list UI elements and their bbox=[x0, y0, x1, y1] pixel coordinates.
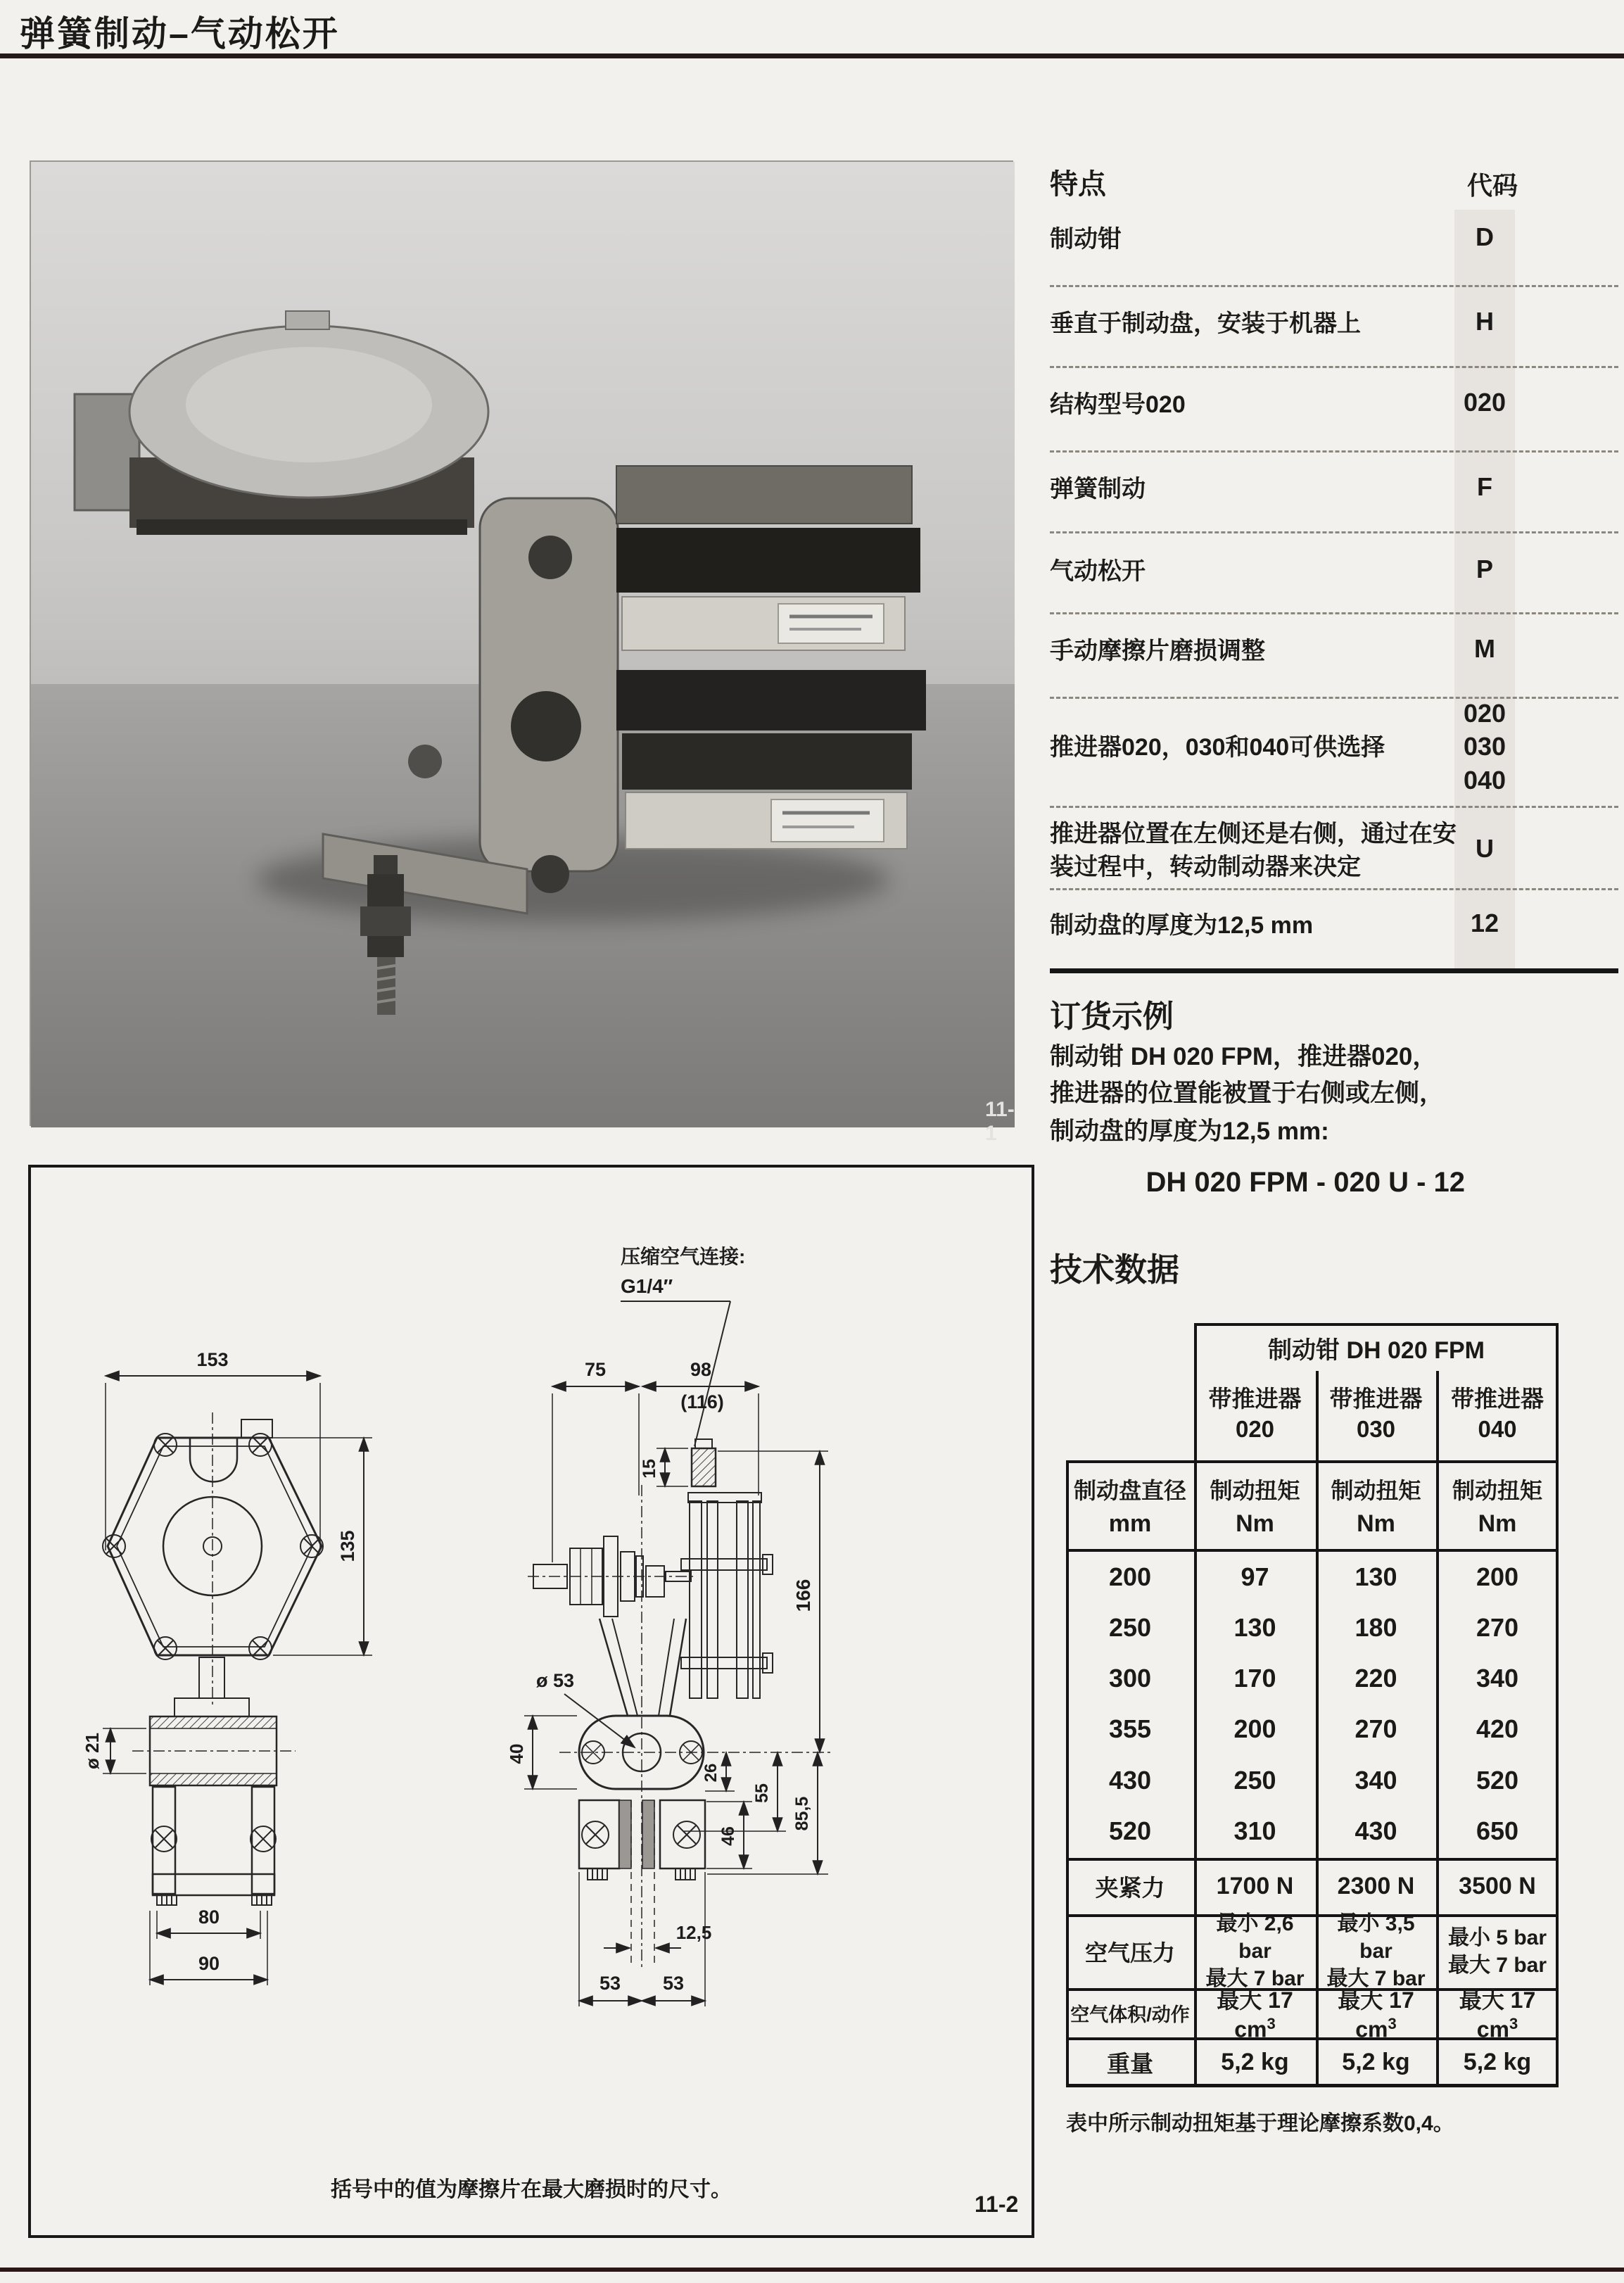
table-line bbox=[1066, 2084, 1559, 2087]
torque-unit: Nm bbox=[1357, 1510, 1395, 1537]
diameter-unit: mm bbox=[1108, 1510, 1152, 1537]
pressure-max: 最大 7 bar bbox=[1326, 1967, 1426, 1990]
photo-figure-number: 11-1 bbox=[985, 1098, 1015, 1145]
col-header-code: 030 bbox=[1356, 1416, 1396, 1442]
row-separator bbox=[1050, 366, 1618, 368]
feature-label: 制动盘的厚度为12,5 mm bbox=[1050, 912, 1314, 939]
dim-d21: ø 21 bbox=[82, 1732, 103, 1770]
feature-code: 030 bbox=[1463, 732, 1506, 761]
clamp-value: 2300 N bbox=[1337, 1872, 1415, 1899]
feature-code: 020 bbox=[1463, 699, 1506, 728]
weight-label: 重量 bbox=[1107, 2050, 1153, 2077]
ordering-line: 制动钳 DH 020 FPM，推进器020， bbox=[1050, 1043, 1438, 1070]
code-heading: 代码 bbox=[1467, 171, 1518, 200]
pressure-min: 最小 2,6 bar bbox=[1216, 1912, 1294, 1963]
row-separator bbox=[1050, 531, 1618, 533]
table-row-value: 270 bbox=[1476, 1613, 1519, 1642]
table-row-value: 355 bbox=[1108, 1714, 1152, 1743]
dim-46: 46 bbox=[718, 1826, 738, 1846]
table-row-value: 430 bbox=[1108, 1766, 1152, 1795]
feature-code: F bbox=[1477, 472, 1492, 501]
feature-code: 020 bbox=[1463, 388, 1506, 417]
col-header-code: 020 bbox=[1235, 1416, 1275, 1442]
dim-53-right: 53 bbox=[662, 1973, 685, 1994]
product-photo bbox=[30, 160, 1015, 1145]
dim-53-left: 53 bbox=[599, 1973, 621, 1994]
table-row-value: 200 bbox=[1233, 1714, 1276, 1743]
dim-75: 75 bbox=[584, 1359, 607, 1380]
clamp-value: 1700 N bbox=[1216, 1872, 1294, 1899]
feature-label: 弹簧制动 bbox=[1050, 476, 1146, 502]
dimension-drawing bbox=[28, 1165, 1034, 2238]
table-row-value: 650 bbox=[1476, 1816, 1519, 1845]
feature-label: 气动松开 bbox=[1050, 558, 1146, 585]
feature-label: 制动钳 bbox=[1050, 226, 1122, 253]
row-separator bbox=[1050, 285, 1618, 287]
col-header-code: 040 bbox=[1478, 1416, 1517, 1442]
dim-40: 40 bbox=[506, 1743, 527, 1764]
feature-code: 040 bbox=[1463, 766, 1506, 795]
table-row-value: 130 bbox=[1233, 1613, 1276, 1642]
weight-value: 5,2 kg bbox=[1221, 2048, 1289, 2075]
table-row-value: 200 bbox=[1108, 1562, 1152, 1591]
features-heading: 特点 bbox=[1050, 169, 1106, 200]
table-row-value: 300 bbox=[1108, 1664, 1152, 1693]
clamp-value: 3500 N bbox=[1459, 1872, 1536, 1899]
dim-90: 90 bbox=[198, 1953, 220, 1974]
feature-code: M bbox=[1474, 634, 1495, 663]
feature-code: H bbox=[1476, 307, 1494, 336]
table-row-value: 130 bbox=[1355, 1562, 1397, 1591]
drawing-figure-number: 11-2 bbox=[975, 2192, 1019, 2217]
volume-number: 最大 17 cm bbox=[1217, 1987, 1293, 2042]
volume-exponent: 3 bbox=[1388, 2015, 1397, 2033]
pressure-max: 最大 7 bar bbox=[1205, 1967, 1305, 1990]
row-separator bbox=[1050, 450, 1618, 453]
diameter-header bbox=[1069, 1463, 1191, 1548]
air-connection-label-line2: G1/4″ bbox=[621, 1275, 673, 1297]
row-separator bbox=[1050, 697, 1618, 699]
col-header-030 bbox=[1319, 1371, 1433, 1458]
table-row-value: 200 bbox=[1476, 1562, 1519, 1591]
torque-header bbox=[1197, 1463, 1313, 1548]
col-header-prefix: 带推进器 bbox=[1329, 1386, 1423, 1412]
ordering-heading: 订货示例 bbox=[1050, 999, 1174, 1034]
table-row-value: 180 bbox=[1355, 1613, 1397, 1642]
table-row-value: 170 bbox=[1233, 1664, 1276, 1693]
col-header-020 bbox=[1197, 1371, 1313, 1458]
pressure-value bbox=[1439, 1917, 1556, 1985]
ordering-line: 制动盘的厚度为12,5 mm: bbox=[1050, 1118, 1329, 1145]
row-separator bbox=[1050, 888, 1618, 890]
volume-value bbox=[1439, 1987, 1556, 2042]
table-row-value: 520 bbox=[1476, 1766, 1519, 1795]
pressure-max: 最大 7 bar bbox=[1447, 1953, 1547, 1977]
table-row-value: 340 bbox=[1355, 1766, 1397, 1795]
dim-15: 15 bbox=[640, 1459, 659, 1479]
table-footnote: 表中所示制动扭矩基于理论摩擦系数0,4。 bbox=[1066, 2112, 1454, 2135]
header-rule bbox=[0, 53, 1624, 58]
table-title: 制动钳 DH 020 FPM bbox=[1268, 1336, 1485, 1364]
dim-85-5: 85,5 bbox=[792, 1796, 812, 1831]
volume-exponent: 3 bbox=[1509, 2015, 1518, 2033]
table-row-value: 97 bbox=[1241, 1562, 1269, 1591]
table-row-value: 430 bbox=[1355, 1816, 1397, 1845]
feature-label: 装过程中，转动制动器来决定 bbox=[1050, 854, 1361, 880]
pressure-min: 最小 5 bar bbox=[1447, 1925, 1547, 1949]
torque-header bbox=[1439, 1463, 1556, 1548]
table-row-value: 250 bbox=[1108, 1613, 1152, 1642]
table-row-value: 340 bbox=[1476, 1664, 1519, 1693]
row-separator bbox=[1050, 612, 1618, 614]
volume-value bbox=[1319, 1987, 1433, 2042]
feature-label: 垂直于制动盘，安装于机器上 bbox=[1050, 310, 1361, 337]
features-panel bbox=[1050, 160, 1618, 977]
table-row-value: 250 bbox=[1233, 1766, 1276, 1795]
dim-153: 153 bbox=[196, 1349, 229, 1370]
table-row-value: 310 bbox=[1233, 1816, 1276, 1845]
dim-135: 135 bbox=[337, 1530, 358, 1562]
clamp-label: 夹紧力 bbox=[1095, 1874, 1165, 1901]
pressure-value bbox=[1319, 1912, 1433, 1990]
dim-116: (116) bbox=[680, 1391, 724, 1412]
table-row-value: 220 bbox=[1355, 1664, 1397, 1693]
air-connection-label-line1: 压缩空气连接: bbox=[621, 1246, 746, 1267]
pressure-value bbox=[1197, 1912, 1313, 1990]
feature-label: 推进器020，030和040可供选择 bbox=[1050, 734, 1385, 761]
volume-value bbox=[1197, 1987, 1313, 2042]
row-separator bbox=[1050, 806, 1618, 808]
volume-number: 最大 17 cm bbox=[1459, 1987, 1536, 2042]
col-header-040 bbox=[1439, 1371, 1556, 1458]
dim-80: 80 bbox=[198, 1906, 220, 1928]
feature-label: 结构型号020 bbox=[1050, 391, 1186, 418]
drawing-note: 括号中的值为摩擦片在最大磨损时的尺寸。 bbox=[331, 2178, 732, 2201]
dim-166: 166 bbox=[792, 1579, 814, 1612]
dim-d53: ø 53 bbox=[536, 1670, 575, 1691]
dim-26: 26 bbox=[702, 1763, 721, 1783]
torque-label: 制动扭矩 bbox=[1331, 1478, 1421, 1503]
volume-label: 空气体积/动作 bbox=[1070, 2004, 1190, 2025]
ordering-line: 推进器的位置能被置于右侧或左侧， bbox=[1050, 1080, 1445, 1107]
footer-rule bbox=[0, 2268, 1624, 2272]
ordering-code: DH 020 FPM - 020 U - 12 bbox=[1146, 1167, 1465, 1198]
table-row-value: 520 bbox=[1108, 1816, 1152, 1845]
tech-data-heading: 技术数据 bbox=[1050, 1251, 1179, 1288]
weight-value: 5,2 kg bbox=[1463, 2048, 1532, 2075]
feature-code: 12 bbox=[1470, 909, 1499, 937]
feature-code: U bbox=[1476, 834, 1494, 863]
col-header-prefix: 带推进器 bbox=[1208, 1386, 1302, 1412]
page-title: 弹簧制动–气动松开 bbox=[20, 14, 340, 53]
torque-header bbox=[1319, 1463, 1433, 1548]
pressure-min: 最小 3,5 bar bbox=[1337, 1912, 1415, 1963]
table-row-value: 270 bbox=[1355, 1714, 1397, 1743]
torque-label: 制动扭矩 bbox=[1452, 1478, 1542, 1503]
feature-code: P bbox=[1476, 555, 1493, 583]
volume-exponent: 3 bbox=[1267, 2015, 1276, 2033]
weight-value: 5,2 kg bbox=[1342, 2048, 1410, 2075]
dim-12-5: 12,5 bbox=[675, 1922, 712, 1943]
feature-label: 手动摩擦片磨损调整 bbox=[1050, 638, 1265, 664]
torque-unit: Nm bbox=[1478, 1510, 1517, 1537]
torque-label: 制动扭矩 bbox=[1210, 1478, 1300, 1503]
torque-unit: Nm bbox=[1236, 1510, 1274, 1537]
feature-code: D bbox=[1476, 222, 1494, 251]
volume-number: 最大 17 cm bbox=[1338, 1987, 1414, 2042]
feature-label: 推进器位置在左侧还是右侧，通过在安 bbox=[1050, 821, 1457, 847]
table-row-value: 420 bbox=[1476, 1714, 1519, 1743]
features-bottom-rule bbox=[1050, 968, 1618, 973]
dim-98: 98 bbox=[690, 1359, 712, 1380]
col-header-prefix: 带推进器 bbox=[1451, 1386, 1544, 1412]
brake-caliper-photo-illustration bbox=[31, 162, 1015, 1127]
dim-55: 55 bbox=[752, 1783, 772, 1803]
diameter-label: 制动盘直径 bbox=[1073, 1478, 1186, 1503]
pressure-label: 空气压力 bbox=[1084, 1940, 1175, 1966]
table-line bbox=[1556, 1323, 1559, 2087]
